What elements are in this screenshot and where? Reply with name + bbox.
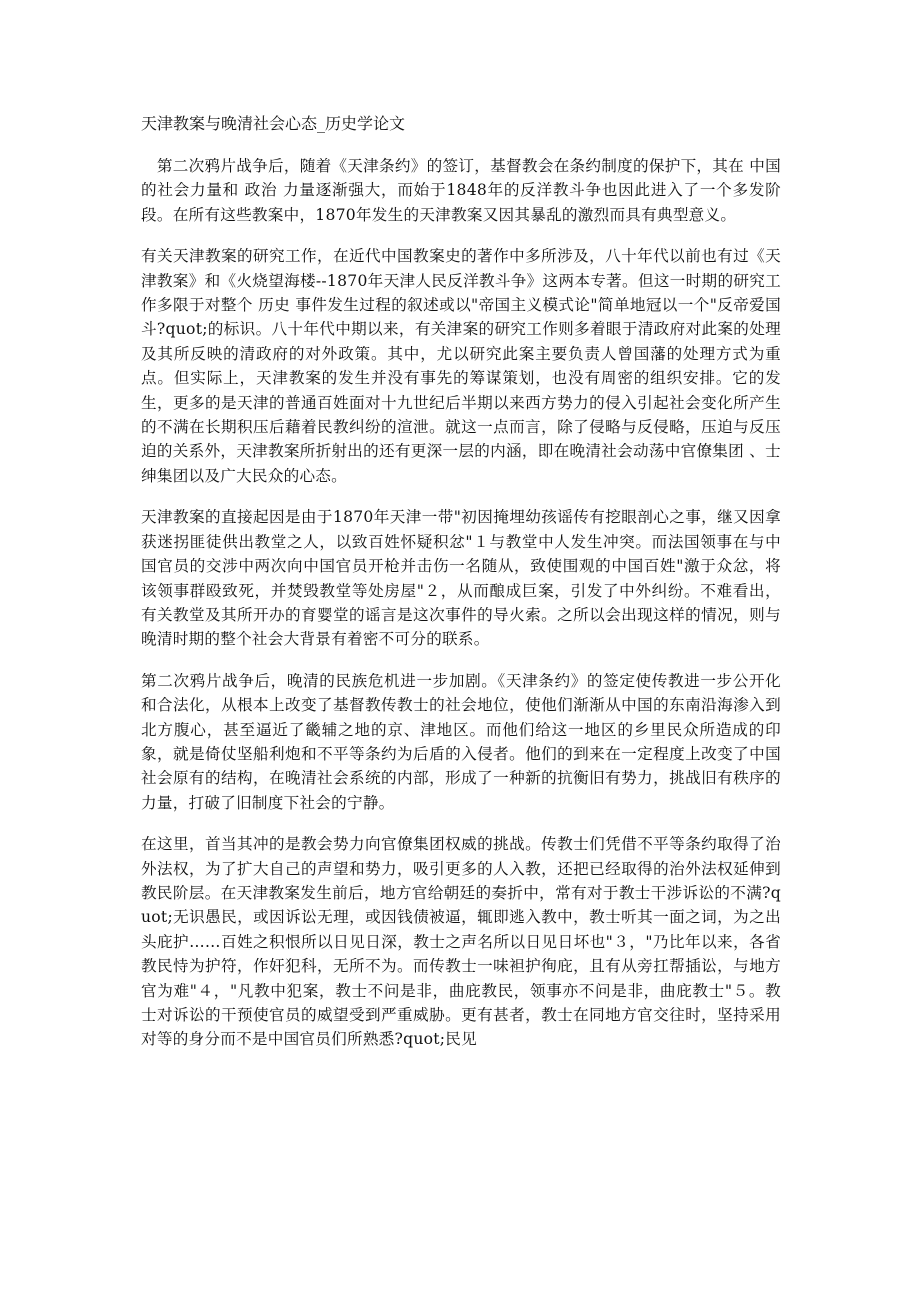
paragraph-1: 第二次鸦片战争后，随着《天津条约》的签订，基督教会在条约制度的保护下，其在 中国 的社会力量和 政治 力量逐渐强大，而始于1848年的反洋教斗争也因此进入了一个多发阶段。在所有这些教案中，1870年发生的天津教案又因其暴乱的激烈而具有典型意义。 bbox=[141, 157, 781, 224]
paragraph-2: 有关天津教案的研究工作，在近代中国教案史的著作中多所涉及，八十年代以前也有过《天津教案》和《火烧望海楼--1870年天津人民反洋教斗争》这两本专著。但这一时期的研究工作多限于对整个 历史 事件发生过程的叙述或以"帝国主义模式论"简单地冠以一个"反帝爱国斗?quot;的标识。八十年代中期以来，有关津案的研究工作则多着眼于清政府对此案的处理及其所反映的清政府的对外政策。其中，尤以研究此案主要负责人曾国藩的处理方式为重点。但实际上，天津教案的发生并没有事先的筹谋策划，也没有周密的组织安排。它的发生，更多的是天津的普通百姓面对十九世纪后半期以来西方势力的侵入引起社会变化所产生的不满在长期积压后藉着民教纠纷的渲泄。就这一点而言，除了侵略与反侵略，压迫与反压迫的关系外，天津教案所折射出的还有更深一层的内涵，即在晚清社会动荡中官僚集团 、士绅集团以及广大民众的心态。 bbox=[141, 247, 781, 485]
document-page bbox=[141, 112, 781, 1069]
paragraph-3: 天津教案的直接起因是由于1870年天津一带"初因掩埋幼孩谣传有挖眼剖心之事，继又因拿获迷拐匪徒供出教堂之人，以致百姓怀疑积忿"１与教堂中人发生冲突。而法国领事在与中国官员的交涉中两次向中国官员开枪并击伤一名随从，致使围观的中国百姓"激于众忿，将该领事群殴致死，并焚毁教堂等处房屋"２，从而酿成巨案，引发了中外纠纷。不难看出，有关教堂及其所开办的育婴堂的谣言是这次事件的导火索。之所以会出现这样的情况，则与晚清时期的整个社会大背景有着密不可分的联系。 bbox=[141, 508, 781, 649]
paragraph-5: 在这里，首当其冲的是教会势力向官僚集团权威的挑战。传教士们凭借不平等条约取得了治外法权，为了扩大自己的声望和势力，吸引更多的人入教，还把已经取得的治外法权延伸到教民阶层。在天津教案发生前后，地方官给朝廷的奏折中，常有对于教士干涉诉讼的不满?quot;无识愚民，或因诉讼无理，或因钱债被逼，辄即逃入教中，教士听其一面之词，为之出头庇护……百姓之积恨所以日见日深，教士之声名所以日见日坏也"３，"乃比年以来，各省教民恃为护符，作奸犯科，无所不为。而传教士一味袒护徇庇，且有从旁扛帮插讼，与地方官为难"４，"凡教中犯案，教士不问是非，曲庇教民，领事亦不问是非，曲庇教士"５。教士对诉讼的干预使官员的威望受到严重威胁。更有甚者，教士在同地方官交往时，坚持采用对等的身分而不是中国官员们所熟悉?quot;民见 bbox=[141, 835, 781, 1049]
paragraph-4: 第二次鸦片战争后，晚清的民族危机进一步加剧。《天津条约》的签定使传教进一步公开化和合法化，从根本上改变了基督教传教士的社会地位，使他们渐渐从中国的东南沿海渗入到北方腹心，甚至逼近了畿辅之地的京、津地区。而他们给这一地区的乡里民众所造成的印象，就是倚仗坚船利炮和不平等条约为后盾的入侵者。他们的到来在一定程度上改变了中国社会原有的结构，在晚清社会系统的内部，形成了一种新的抗衡旧有势力，挑战旧有秩序的力量，打破了旧制度下社会的宁静。 bbox=[141, 671, 781, 812]
document-title: 天津教案与晚清社会心态_历史学论文 bbox=[141, 114, 406, 133]
